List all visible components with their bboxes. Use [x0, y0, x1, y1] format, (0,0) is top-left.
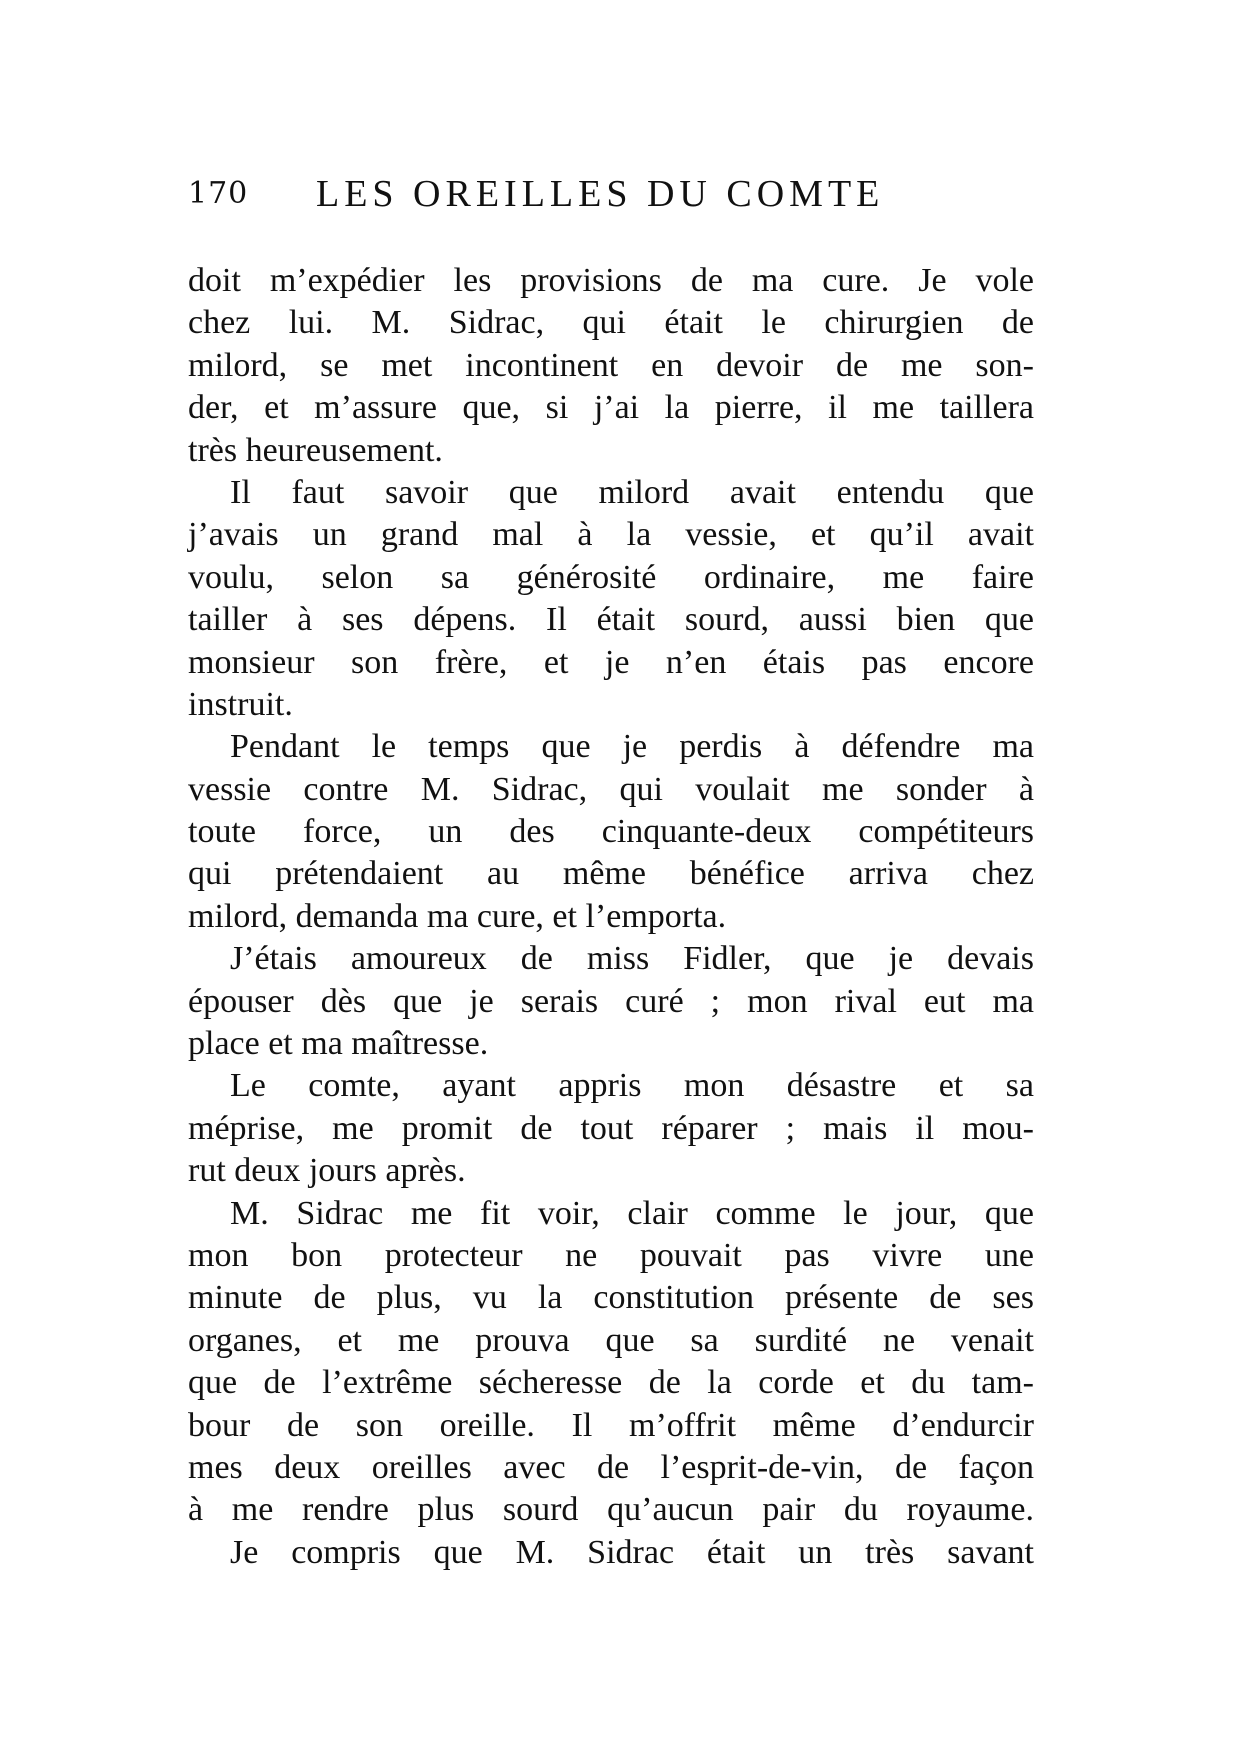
text-line: milord, se met incontinent en devoir de me son- [188, 346, 1034, 384]
text-line: très heureusement. [188, 431, 443, 469]
text-line: Il faut savoir que milord avait entendu que [230, 473, 1034, 511]
text-line: M. Sidrac me fit voir, clair comme le jour, que [230, 1194, 1034, 1232]
text-line: que de l’extrême sécheresse de la corde et du tam- [188, 1364, 1034, 1402]
text-line: bour de son oreille. Il m’offrit même d’endurcir [188, 1406, 1034, 1444]
text-line: place et ma maîtresse. [188, 1025, 489, 1063]
text-line: Je compris que M. Sidrac était un très savant [230, 1533, 1034, 1571]
running-title: LES OREILLES DU COMTE [316, 173, 885, 215]
text-line: j’avais un grand mal à la vessie, et qu’il avait [188, 516, 1034, 554]
text-line: mon bon protecteur ne pouvait pas vivre une [188, 1236, 1034, 1274]
text-line: tailler à ses dépens. Il était sourd, aussi bien que [188, 601, 1034, 639]
text-line: qui prétendaient au même bénéfice arriva chez [188, 855, 1034, 893]
text-line: épouser dès que je serais curé ; mon rival eut ma [188, 982, 1034, 1020]
text-line: chez lui. M. Sidrac, qui était le chirurgien de [188, 304, 1034, 342]
page-number: 170 [188, 176, 249, 211]
text-line: der, et m’assure que, si j’ai la pierre, il me taillera [188, 389, 1034, 427]
text-line: milord, demanda ma cure, et l’emporta. [188, 897, 727, 935]
text-line: doit m’expédier les provisions de ma cure. Je vole [188, 262, 1034, 299]
page-header [188, 172, 1058, 222]
text-line: Le comte, ayant appris mon désastre et sa [230, 1067, 1034, 1105]
text-line: minute de plus, vu la constitution présente de ses [188, 1279, 1034, 1317]
text-line: Pendant le temps que je perdis à défendre ma [230, 728, 1034, 766]
text-line: rut deux jours après. [188, 1152, 466, 1190]
text-line: instruit. [188, 685, 293, 723]
text-line: méprise, me promit de tout réparer ; mais il mou- [188, 1109, 1034, 1147]
text-line: monsieur son frère, et je n’en étais pas encore [188, 643, 1034, 681]
text-line: organes, et me prouva que sa surdité ne venait [188, 1321, 1034, 1359]
text-line: mes deux oreilles avec de l’esprit-de-vin, de façon [188, 1448, 1034, 1486]
text-line: vessie contre M. Sidrac, qui voulait me sonder à [188, 770, 1034, 808]
body-text [188, 260, 1034, 1574]
text-line: voulu, selon sa générosité ordinaire, me faire [188, 558, 1034, 596]
text-line: à me rendre plus sourd qu’aucun pair du royaume. [188, 1491, 1034, 1529]
text-line: toute force, un des cinquante-deux compétiteurs [188, 813, 1034, 851]
text-line: J’étais amoureux de miss Fidler, que je devais [230, 940, 1034, 978]
